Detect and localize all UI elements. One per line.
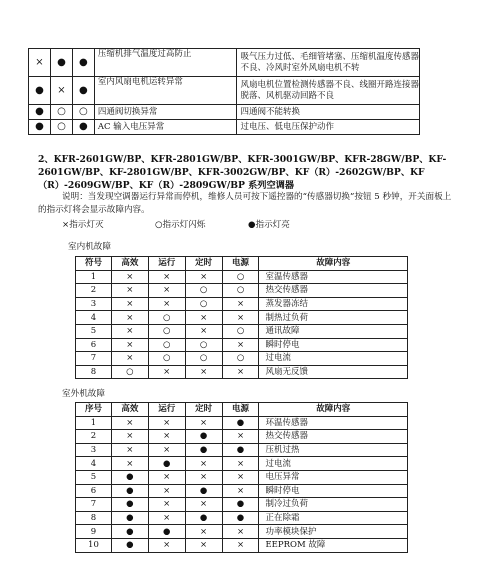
indicator-cell: ○ (148, 311, 185, 325)
indicator-cell: ● (148, 525, 185, 539)
indicator-cell: × (111, 430, 148, 444)
row-number: 8 (76, 365, 112, 379)
indicator-cell: × (111, 324, 148, 338)
indicator-cell: ○ (222, 270, 259, 284)
outdoor-fault-table (75, 402, 408, 553)
indicator-cell: ● (111, 511, 148, 525)
indicator-cell: ○ (185, 338, 222, 352)
indicator-cell: × (222, 538, 259, 552)
column-header: 符号 (76, 257, 112, 271)
column-header: 序号 (76, 403, 112, 417)
column-header: 故障内容 (259, 403, 408, 417)
fault-content: 环温传感器 (259, 416, 408, 430)
indicator-cell: ○ (185, 352, 222, 366)
indicator-cell: ● (222, 416, 259, 430)
indicator-cell: × (185, 525, 222, 539)
indicator-cell: ○ (222, 352, 259, 366)
table-row (76, 324, 408, 338)
fault-cause: 四通阀不能转换 (237, 105, 420, 120)
indicator-cell: ● (29, 120, 51, 135)
fault-content: EEPROM 故障 (259, 538, 408, 552)
column-header: 电源 (222, 257, 259, 271)
legend-blink: ○指示灯闪烁 (155, 220, 206, 230)
fault-content: 热交传感器 (259, 430, 408, 444)
table-row (76, 284, 408, 298)
fault-content: 室温传感器 (259, 270, 408, 284)
indicator-cell: × (111, 297, 148, 311)
fault-content: 正在除霜 (259, 511, 408, 525)
indicator-cell: × (111, 416, 148, 430)
indicator-cell: × (111, 352, 148, 366)
table-row (76, 297, 408, 311)
outdoor-caption: 室外机故障 (62, 389, 105, 399)
row-number: 7 (76, 352, 112, 366)
fault-content: 制热过负荷 (259, 311, 408, 325)
indicator-cell: × (148, 365, 185, 379)
indicator-cell: ○ (185, 297, 222, 311)
indicator-cell: ○ (148, 324, 185, 338)
indicator-cell: × (111, 457, 148, 471)
fault-cause: 风扇电机位置检测传感器不良、线圈开路连接器脱落、风机驱动回路不良 (237, 77, 420, 105)
indicator-cell: × (185, 470, 222, 484)
indicator-cell: ○ (148, 338, 185, 352)
row-number: 2 (76, 430, 112, 444)
indicator-cell: × (185, 324, 222, 338)
fault-cause: 过电压、低电压保护动作 (237, 120, 420, 135)
description-line-1: 说明：当发现空调器运行异常而停机，维修人员可按下遥控器的“传感器切换”按钮 5 秒钟，开关面板上 (62, 192, 452, 202)
indicator-cell: × (148, 511, 185, 525)
fault-content: 电压异常 (259, 470, 408, 484)
indicator-cell: ● (185, 511, 222, 525)
table-header-row (76, 257, 408, 271)
indicator-cell: × (222, 338, 259, 352)
indicator-cell: × (148, 430, 185, 444)
table-row (76, 430, 408, 444)
indicator-cell: ● (111, 484, 148, 498)
table-row (76, 470, 408, 484)
table-row (76, 457, 408, 471)
row-number: 3 (76, 443, 112, 457)
table-row (76, 525, 408, 539)
column-header: 定时 (185, 403, 222, 417)
fault-content: 过电流 (259, 352, 408, 366)
table-row (29, 77, 420, 105)
description-line-2: 的指示灯将会显示故障内容。 (38, 205, 150, 215)
indicator-cell: ● (222, 511, 259, 525)
indicator-cell: × (222, 430, 259, 444)
fault-name: AC 输入电压异常 (94, 120, 237, 135)
indicator-cell: × (111, 270, 148, 284)
row-number: 6 (76, 338, 112, 352)
column-header: 运行 (148, 403, 185, 417)
indicator-cell: × (185, 538, 222, 552)
indicator-cell: × (222, 525, 259, 539)
row-number: 4 (76, 457, 112, 471)
fault-content: 风扇无反馈 (259, 365, 408, 379)
indicator-cell: ● (72, 49, 94, 77)
indicator-cell: ● (111, 498, 148, 512)
row-number: 4 (76, 311, 112, 325)
table-row (76, 498, 408, 512)
indicator-cell: ○ (222, 284, 259, 298)
fault-content: 蒸发器冻结 (259, 297, 408, 311)
table-row (76, 338, 408, 352)
indicator-cell: ● (185, 484, 222, 498)
indicator-cell: × (148, 538, 185, 552)
table-row (29, 49, 420, 77)
indicator-cell: × (111, 338, 148, 352)
fault-content: 压机过热 (259, 443, 408, 457)
indicator-cell: ● (185, 443, 222, 457)
column-header: 电源 (222, 403, 259, 417)
indicator-cell: ● (111, 525, 148, 539)
indicator-cell: ● (185, 430, 222, 444)
column-header: 故障内容 (259, 257, 408, 271)
row-number: 10 (76, 538, 112, 552)
fault-content: 功率模块保护 (259, 525, 408, 539)
row-number: 1 (76, 270, 112, 284)
table-row (29, 120, 420, 135)
fault-name: 室内风扇电机运转异常 (94, 77, 237, 105)
indicator-cell: ● (222, 498, 259, 512)
indicator-cell: ○ (222, 324, 259, 338)
fault-content: 通讯故障 (259, 324, 408, 338)
indicator-cell: ○ (50, 120, 72, 135)
row-number: 5 (76, 324, 112, 338)
indicator-cell: ● (72, 120, 94, 135)
table-row (76, 270, 408, 284)
indicator-cell: × (222, 470, 259, 484)
indicator-cell: ○ (185, 284, 222, 298)
indicator-cell: ● (111, 538, 148, 552)
indicator-cell: × (148, 284, 185, 298)
indicator-cell: × (185, 270, 222, 284)
indicator-cell: × (148, 270, 185, 284)
indicator-cell: × (185, 416, 222, 430)
fault-content: 过电流 (259, 457, 408, 471)
legend-on: ●指示灯亮 (248, 220, 290, 230)
indicator-cell: × (29, 49, 51, 77)
indicator-cell: × (185, 365, 222, 379)
row-number: 9 (76, 525, 112, 539)
top-fault-table (28, 48, 420, 135)
table-row (76, 416, 408, 430)
column-header: 高效 (111, 403, 148, 417)
indicator-cell: × (148, 416, 185, 430)
fault-content: 制冷过负荷 (259, 498, 408, 512)
indicator-cell: × (222, 311, 259, 325)
column-header: 运行 (148, 257, 185, 271)
table-row (76, 443, 408, 457)
indicator-cell: × (222, 457, 259, 471)
fault-content: 瞬时停电 (259, 338, 408, 352)
column-header: 定时 (185, 257, 222, 271)
row-number: 7 (76, 498, 112, 512)
indicator-cell: ● (50, 49, 72, 77)
indicator-cell: ● (29, 77, 51, 105)
table-header-row (76, 403, 408, 417)
indoor-fault-table (75, 256, 408, 379)
column-header: 高效 (111, 257, 148, 271)
table-row (29, 105, 420, 120)
indicator-cell: × (111, 443, 148, 457)
fault-content: 瞬时停电 (259, 484, 408, 498)
indicator-cell: × (222, 297, 259, 311)
row-number: 6 (76, 484, 112, 498)
fault-cause: 吸气压力过低、毛细管堵塞、压缩机温度传感器不良、冷风时室外风扇电机不转 (237, 49, 420, 77)
table-row (76, 365, 408, 379)
indicator-cell: × (222, 484, 259, 498)
indicator-cell: × (148, 498, 185, 512)
indicator-cell: × (148, 443, 185, 457)
indicator-cell: × (111, 284, 148, 298)
table-row (76, 352, 408, 366)
indicator-cell: ● (111, 470, 148, 484)
indicator-cell: ● (148, 457, 185, 471)
table-row (76, 311, 408, 325)
row-number: 5 (76, 470, 112, 484)
indicator-cell: × (50, 77, 72, 105)
indicator-cell: ● (72, 77, 94, 105)
indicator-cell: × (148, 470, 185, 484)
table-row (76, 484, 408, 498)
row-number: 1 (76, 416, 112, 430)
indicator-cell: ○ (111, 365, 148, 379)
section-heading: 2、KFR-2601GW/BP、KFR-2801GW/BP、KFR-3001GW/BP、KFR-28GW/BP、KF-2601GW/BP、KF-2801GW/BP、KFR-3002GW/BP、KF（R）-2602GW/BP、KF（R）-2609GW/BP、KF（R）-2809GW/BP 系列空调器 (38, 154, 447, 191)
table-row (76, 538, 408, 552)
indicator-cell: ● (29, 105, 51, 120)
indicator-cell: × (185, 311, 222, 325)
indicator-cell: ● (222, 443, 259, 457)
fault-name: 四通阀切换异常 (94, 105, 237, 120)
indicator-cell: × (222, 365, 259, 379)
indoor-caption: 室内机故障 (68, 242, 111, 252)
indicator-cell: ○ (72, 105, 94, 120)
indicator-cell: × (185, 498, 222, 512)
table-row (76, 511, 408, 525)
row-number: 2 (76, 284, 112, 298)
indicator-cell: ○ (50, 105, 72, 120)
indicator-cell: × (148, 484, 185, 498)
row-number: 3 (76, 297, 112, 311)
legend-off: ×指示灯灭 (62, 220, 104, 230)
fault-name: 压缩机排气温度过高防止 (94, 49, 237, 77)
indicator-cell: × (148, 297, 185, 311)
fault-content: 热交传感器 (259, 284, 408, 298)
indicator-cell: × (111, 311, 148, 325)
indicator-cell: × (185, 457, 222, 471)
row-number: 8 (76, 511, 112, 525)
indicator-cell: ○ (148, 352, 185, 366)
